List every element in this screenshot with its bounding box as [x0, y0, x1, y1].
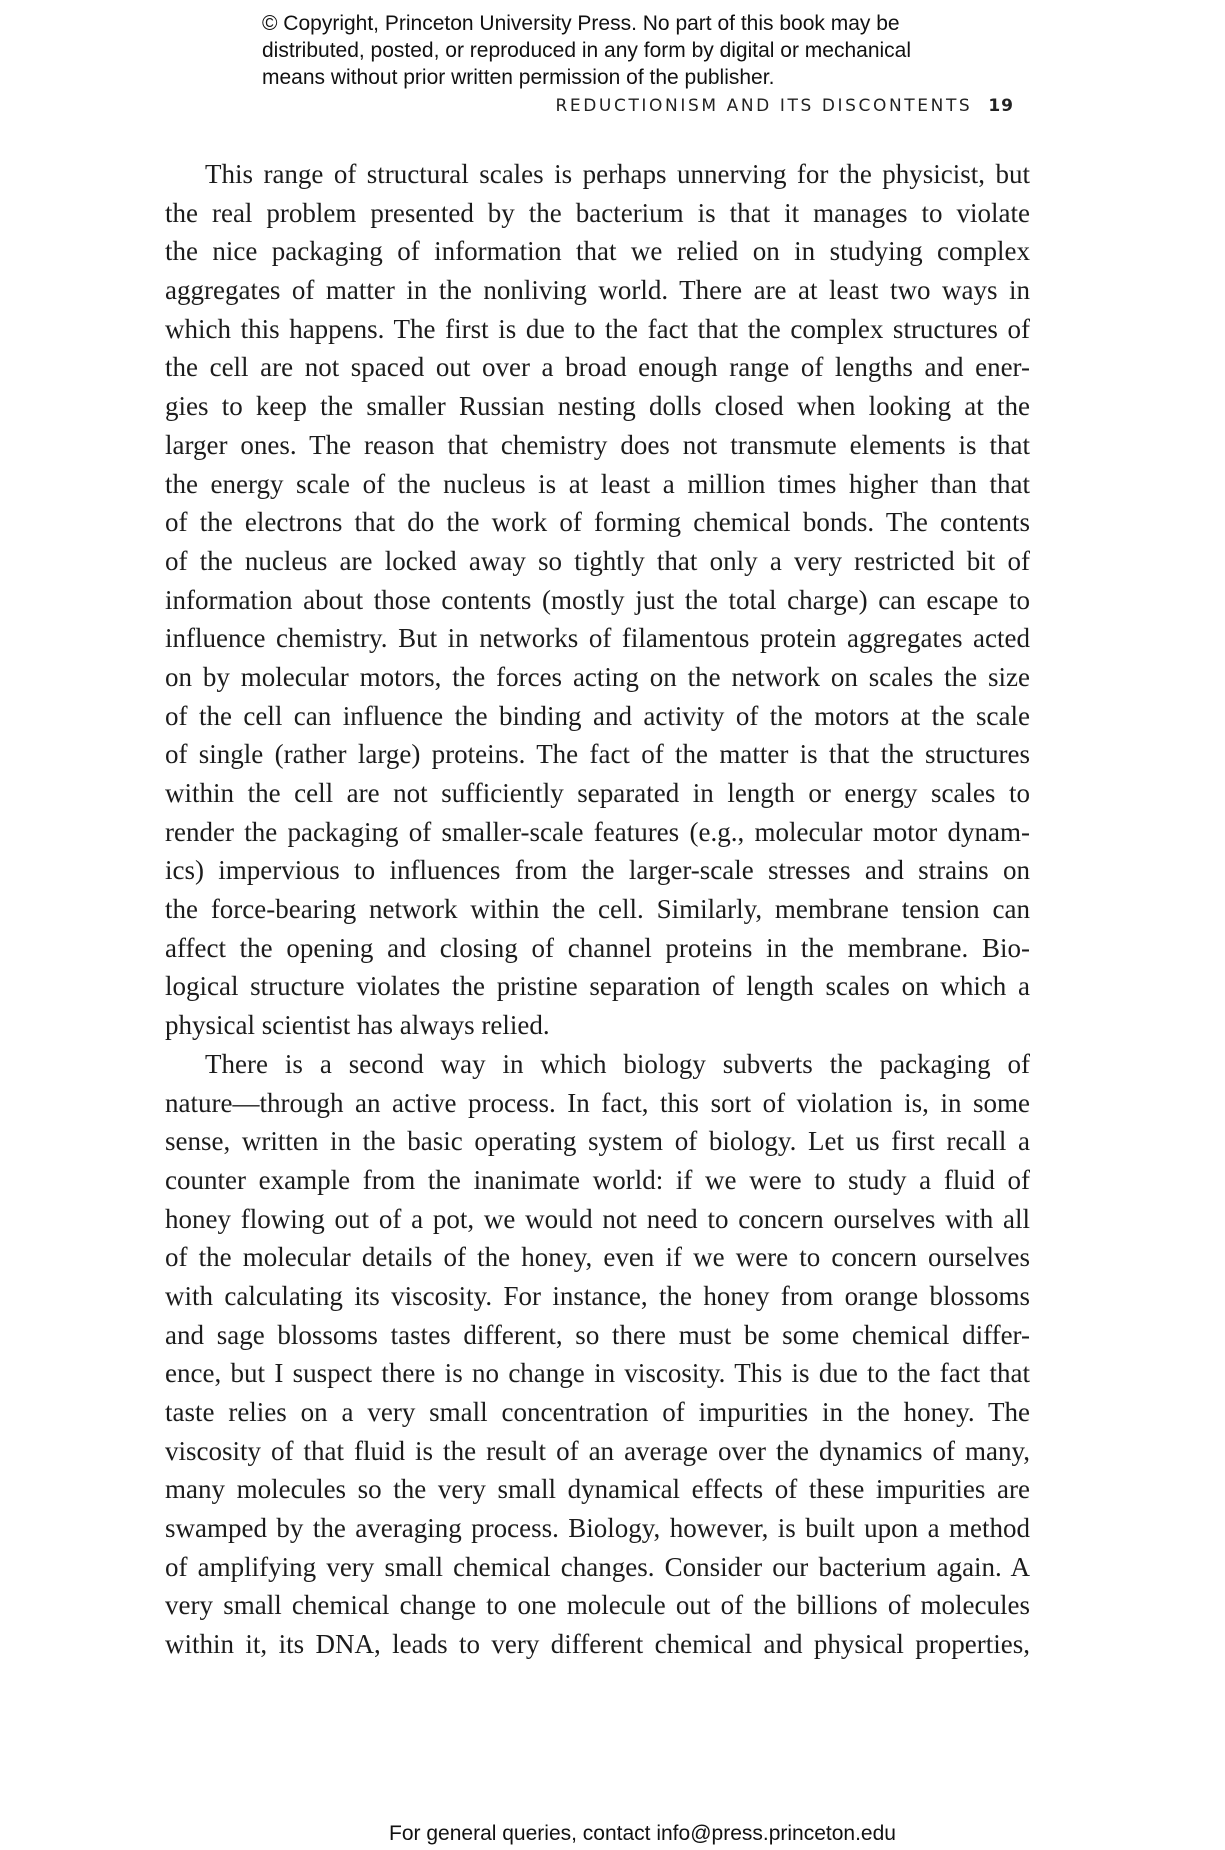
text-line: aggregates of matter in the nonliving world. There are at least two ways in: [165, 275, 1030, 306]
text-line: affect the opening and closing of channel proteins in the membrane. Bio-: [165, 932, 1030, 963]
text-line: of the electrons that do the work of forming chemical bonds. The contents: [165, 507, 1030, 538]
text-line: the real problem presented by the bacterium is that it manages to violate: [165, 197, 1030, 228]
text-line: physical scientist has always relied.: [165, 1010, 550, 1041]
paragraph: [165, 1045, 1030, 1664]
text-line: sense, written in the basic operating system of biology. Let us first recall a: [165, 1126, 1030, 1157]
text-line: information about those contents (mostly just the total charge) can escape to: [165, 584, 1030, 615]
text-line: gies to keep the smaller Russian nesting dolls closed when looking at the: [165, 391, 1030, 422]
text-line: ence, but I suspect there is no change in viscosity. This is due to the fact that: [165, 1358, 1030, 1389]
text-line: the cell are not spaced out over a broad enough range of lengths and ener-: [165, 352, 1030, 383]
running-head: [555, 96, 1014, 116]
text-line: with calculating its viscosity. For instance, the honey from orange blossoms: [165, 1280, 1030, 1311]
copyright-line: © Copyright, Princeton University Press. No part of this book may be: [262, 12, 900, 35]
text-line: of the molecular details of the honey, even if we were to concern ourselves: [165, 1242, 1030, 1273]
text-line: larger ones. The reason that chemistry does not transmute elements is that: [165, 429, 1030, 460]
text-line: of single (rather large) proteins. The fact of the matter is that the structures: [165, 739, 1030, 770]
text-line: honey flowing out of a pot, we would not need to concern ourselves with all: [165, 1203, 1030, 1234]
text-line: within it, its DNA, leads to very different chemical and physical properties,: [165, 1629, 1030, 1660]
text-line: render the packaging of smaller-scale features (e.g., molecular motor dynam-: [165, 816, 1030, 847]
text-line: on by molecular motors, the forces acting on the network on scales the size: [165, 661, 1030, 692]
copyright-line: means without prior written permission of the publisher.: [262, 66, 775, 89]
text-line: ics) impervious to influences from the larger-scale stresses and strains on: [165, 855, 1030, 886]
text-line: very small chemical change to one molecule out of the billions of molecules: [165, 1590, 1030, 1621]
running-head-title: REDUCTIONISM AND ITS DISCONTENTS: [555, 96, 973, 116]
text-line: nature—through an active process. In fact, this sort of violation is, in some: [165, 1087, 1030, 1118]
text-line: which this happens. The first is due to the fact that the complex structures of: [165, 313, 1030, 344]
text-line: the energy scale of the nucleus is at least a million times higher than that: [165, 468, 1030, 499]
text-line: counter example from the inanimate world: if we were to study a fluid of: [165, 1164, 1030, 1195]
text-line: viscosity of that fluid is the result of an average over the dynamics of many,: [165, 1435, 1030, 1466]
paragraph: [165, 155, 1030, 1045]
page-number: 19: [988, 96, 1014, 116]
text-line: the force-bearing network within the cell. Similarly, membrane tension can: [165, 894, 1030, 925]
text-line: the nice packaging of information that we relied on in studying complex: [165, 236, 1030, 267]
copyright-line: distributed, posted, or reproduced in any form by digital or mechanical: [262, 39, 912, 62]
text-line: within the cell are not sufficiently separated in length or energy scales to: [165, 778, 1030, 808]
text-line: many molecules so the very small dynamical effects of these impurities are: [165, 1474, 1030, 1505]
text-line: of amplifying very small chemical changes. Consider our bacterium again. A: [165, 1551, 1030, 1582]
text-line: There is a second way in which biology subverts the packaging of: [205, 1048, 1030, 1079]
copyright-notice: [262, 10, 1022, 91]
text-line: of the nucleus are locked away so tightly that only a very restricted bit of: [165, 545, 1030, 576]
text-line: swamped by the averaging process. Biology, however, is built upon a method: [165, 1513, 1030, 1544]
text-line: taste relies on a very small concentration of impurities in the honey. The: [165, 1397, 1030, 1427]
text-line: and sage blossoms tastes different, so there must be some chemical differ-: [165, 1319, 1030, 1350]
text-line: This range of structural scales is perhaps unnerving for the physicist, but: [205, 159, 1030, 189]
text-line: influence chemistry. But in networks of filamentous protein aggregates acted: [165, 623, 1030, 654]
body-text: [165, 155, 1030, 1664]
text-line: logical structure violates the pristine separation of length scales on which a: [165, 971, 1030, 1002]
footer-contact: For general queries, contact info@press.princeton.edu: [389, 1822, 896, 1845]
text-line: of the cell can influence the binding and activity of the motors at the scale: [165, 700, 1030, 731]
